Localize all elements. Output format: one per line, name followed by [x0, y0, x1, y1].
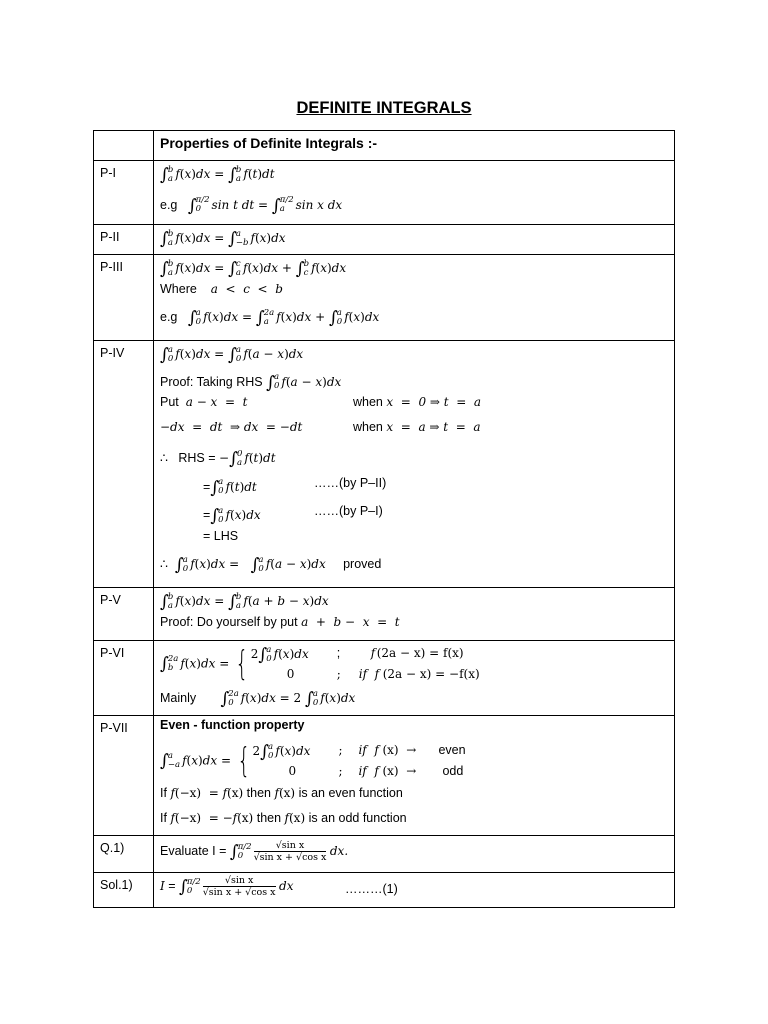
evaluate-label: Evaluate I =	[160, 844, 227, 858]
eg-label: e.g	[160, 310, 178, 324]
lhs-label: = LHS	[203, 528, 239, 543]
row-label: P-I	[94, 161, 154, 225]
table-row	[94, 588, 675, 641]
row-label: P-III	[94, 255, 154, 341]
proof-step: =∫ a 0 f(t)dt ……(by P–II)	[203, 475, 387, 498]
table-header-row	[94, 131, 675, 161]
by-p2-note: ……(by P–II)	[314, 475, 387, 490]
page-title: DEFINITE INTEGRALS	[296, 99, 472, 117]
table-row	[94, 641, 675, 716]
if-label: If	[160, 810, 167, 825]
row-label: P-VII	[94, 716, 154, 836]
proof-line: Proof: Do yourself by put a + b − x = t	[160, 614, 400, 629]
formula-line: ∫ a 0 f(x)dx = ∫ a 0 f(a − x)dx	[160, 344, 304, 365]
proved-label: proved	[343, 557, 382, 571]
therefore-symbol: ∴	[160, 451, 168, 465]
table-row	[94, 161, 675, 225]
mainly-label: Mainly	[160, 691, 197, 705]
when-label: when	[353, 419, 383, 434]
table-header-cell	[154, 131, 675, 161]
substitution-line: −dx = dt ⇒ dx = −dt when x = a ⇒ t = a	[160, 419, 481, 434]
odd-function-text: is an odd function	[308, 810, 407, 825]
row-label: Sol.1)	[94, 873, 154, 908]
therefore-symbol: ∴	[160, 557, 168, 571]
piecewise-formula: ∫ a −a f(x)dx = { 2∫ a 0 f(x)dx ; if f (x) → even 0 ; if f (x) → odd	[160, 741, 466, 781]
put-label: Put	[160, 395, 179, 409]
odd-label: odd	[442, 764, 464, 778]
formula-line: ∫ b a f(x)dx = ∫ b a f(t)dt	[160, 164, 275, 185]
table-row	[94, 341, 675, 588]
row-content	[154, 836, 675, 873]
even-function-text: is an even function	[298, 786, 403, 800]
where-label: Where	[160, 281, 197, 296]
proof-line: Proof: Taking RHS ∫ a 0 f(a − x)dx	[160, 372, 342, 393]
rhs-label: RHS =	[178, 451, 216, 465]
row-content	[154, 225, 675, 255]
row-content	[154, 588, 675, 641]
mainly-line: Mainly ∫ 2a 0 f(x)dx = 2 ∫ a 0 f(x)dx	[160, 688, 356, 709]
example-line: e.g ∫ a 0 f(x)dx = ∫ 2a a f(x)dx + ∫ a 0 f(x)dx	[160, 307, 380, 328]
even-property-heading: Even - function property	[160, 718, 305, 732]
proof-step	[160, 529, 674, 554]
row-label: P-IV	[94, 341, 154, 588]
table-row	[94, 873, 675, 908]
then-label: then	[256, 810, 282, 825]
row-content	[154, 255, 675, 341]
table-row	[94, 836, 675, 873]
condition-line: Where a < c < b	[160, 281, 283, 296]
row-content	[154, 873, 675, 908]
solution-line: I = ∫ π/2 0 $\frac{\text{√sin x}}{\text{√sin x + √cos x}}$ dx ………(1)	[160, 875, 398, 899]
row-label: P-VI	[94, 641, 154, 716]
proof-label: Proof: Taking RHS	[160, 374, 263, 389]
proof-step: =∫ a 0 f(x)dx ……(by P–I)	[203, 504, 383, 526]
when-label: when	[353, 395, 383, 409]
row-content	[154, 641, 675, 716]
equation-number: ………(1)	[345, 882, 398, 896]
properties-table	[93, 130, 675, 908]
row-label: P-V	[94, 588, 154, 641]
example-line: e.g ∫ π/2 0 sin t dt = ∫ π/2 a sin x dx	[160, 195, 343, 216]
table-row	[94, 716, 675, 836]
table-header: Properties of Definite Integrals :-	[160, 135, 378, 151]
row-label: Q.1)	[94, 836, 154, 873]
table-row	[94, 255, 675, 341]
even-label: even	[438, 743, 466, 757]
proof-step: ∴ RHS = −∫ 0 a f(t)dt	[160, 448, 276, 469]
row-label: P-II	[94, 225, 154, 255]
then-label: then	[246, 786, 271, 800]
formula-line: ∫ b a f(x)dx = ∫ a −b f(x)dx	[160, 228, 286, 249]
row-content	[154, 716, 675, 836]
if-label: If	[160, 786, 167, 800]
question-line: Evaluate I = ∫ π/2 0 $\frac{\text{√sin x}}{\text{√sin x + √cos x}}$ dx.	[160, 840, 349, 864]
formula-line: ∫ b a f(x)dx = ∫ c a f(x)dx + ∫ b c f(x)dx	[160, 258, 347, 279]
empty-label-cell	[94, 131, 154, 161]
piecewise-formula: ∫ 2a b f(x)dx = { 2∫ a 0 f(x)dx ; f (2a − x) = f(x) 0 ; if f (2a − x) = −f(x)	[160, 644, 480, 684]
eg-label: e.g	[160, 197, 178, 212]
substitution-line: Put a − x = t when x = 0 ⇒ t = a	[160, 395, 482, 409]
by-p1-note: ……(by P–I)	[314, 504, 383, 518]
odd-function-line: If f(−x) = −f(x) then f(x) is an odd function	[160, 810, 407, 825]
table-row	[94, 225, 675, 255]
row-content	[154, 341, 675, 588]
conclusion-line: ∴ ∫ a 0 f(x)dx = ∫ a 0 f(a − x)dx proved	[160, 554, 382, 575]
even-function-line: If f(−x) = f(x) then f(x) is an even function	[160, 786, 403, 800]
formula-line: ∫ b a f(x)dx = ∫ b a f(a + b − x)dx	[160, 591, 329, 612]
proof-yourself-label: Proof: Do yourself by put	[160, 614, 298, 629]
row-content	[154, 161, 675, 225]
